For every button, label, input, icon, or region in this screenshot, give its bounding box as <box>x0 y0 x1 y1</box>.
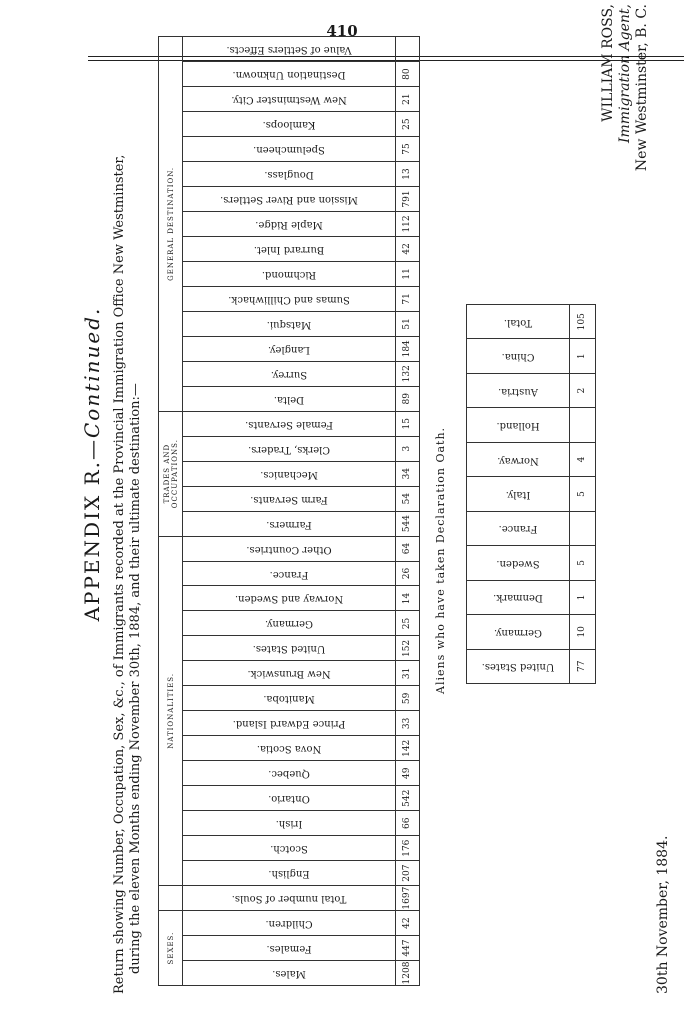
column-label: Destination Unknown. <box>232 69 346 81</box>
column-value: 25 <box>395 112 419 137</box>
column-label: Scotch. <box>270 843 308 855</box>
column-value: 34 <box>395 461 419 486</box>
column-label: New Brunswick. <box>247 668 331 680</box>
column-header <box>183 736 395 761</box>
column-value: 21 <box>395 87 419 112</box>
aliens-column-header <box>467 580 570 614</box>
group-nationalities: NATIONALITIES. <box>159 536 183 886</box>
column-header <box>183 936 395 961</box>
column-value: 42 <box>395 911 419 936</box>
column-header <box>183 911 395 936</box>
column-value: 3 <box>395 436 419 461</box>
column-value <box>395 37 419 62</box>
column-value: 33 <box>395 711 419 736</box>
appendix-continued: Continued. <box>80 306 104 439</box>
column-label: Langley. <box>267 343 311 355</box>
aliens-column-value: 1 <box>569 339 595 373</box>
aliens-column-header <box>467 615 570 649</box>
column-value: 13 <box>395 162 419 187</box>
aliens-column-label: United States. <box>481 661 555 673</box>
column-value: 207 <box>395 861 419 886</box>
column-label: Maple Ridge. <box>255 218 323 230</box>
column-label: Douglass. <box>264 169 314 181</box>
column-label: Ontario. <box>268 793 310 805</box>
aliens-column-label: Germany. <box>493 626 543 638</box>
column-header <box>183 311 395 336</box>
aliens-column-label: China. <box>501 351 535 363</box>
aliens-value-row <box>569 305 595 684</box>
column-value: 42 <box>395 236 419 261</box>
aliens-header-row <box>467 305 570 684</box>
column-label: English. <box>268 868 310 880</box>
column-label: Female Servants. <box>244 418 333 430</box>
column-label: Manitoba. <box>263 693 315 705</box>
column-label: Children. <box>265 918 313 930</box>
column-header <box>183 386 395 411</box>
column-label: Kamloops. <box>262 119 316 131</box>
aliens-column-value: 1 <box>569 580 595 614</box>
column-header <box>183 87 395 112</box>
column-value: 184 <box>395 336 419 361</box>
column-value: 71 <box>395 286 419 311</box>
aliens-title: Aliens who have taken Declaration Oath. <box>434 426 447 694</box>
column-label: Mission and River Settlers. <box>220 193 358 205</box>
column-label: Sumas and Chilliwhack. <box>228 293 350 305</box>
aliens-column-value <box>569 408 595 442</box>
column-label: Delta. <box>273 393 305 405</box>
aliens-column-label: Holland. <box>496 420 540 432</box>
column-label: Mechanics. <box>260 468 318 480</box>
column-header <box>183 361 395 386</box>
column-label: Norway and Sweden. <box>234 593 344 605</box>
column-header <box>183 236 395 261</box>
column-value: 66 <box>395 811 419 836</box>
column-label: Richmond. <box>261 268 317 280</box>
aliens-column-label: Sweden. <box>496 557 540 569</box>
column-value: 64 <box>395 536 419 561</box>
aliens-column-header <box>467 339 570 373</box>
column-label: Matsqui. <box>266 318 312 330</box>
column-value: 31 <box>395 661 419 686</box>
column-value: 49 <box>395 761 419 786</box>
column-value: 544 <box>395 511 419 536</box>
aliens-column-header <box>467 442 570 476</box>
column-value-row <box>395 37 419 986</box>
column-header <box>183 861 395 886</box>
column-value: 75 <box>395 137 419 162</box>
aliens-column-label: France. <box>498 523 538 535</box>
group-trades: TRADES AND OCCUPATIONS. <box>159 411 183 536</box>
column-header <box>183 411 395 436</box>
column-header <box>183 661 395 686</box>
column-label: United States. <box>252 643 326 655</box>
column-header <box>183 187 395 212</box>
column-header <box>183 686 395 711</box>
aliens-column-value: 105 <box>569 305 595 339</box>
column-label: Germany. <box>264 618 314 630</box>
group-header-row <box>159 37 183 986</box>
column-header <box>183 436 395 461</box>
column-value: 15 <box>395 411 419 436</box>
aliens-column-value: 4 <box>569 442 595 476</box>
appendix-label: APPENDIX R.— <box>80 438 104 622</box>
immigration-return-table <box>158 36 420 986</box>
column-header <box>183 611 395 636</box>
column-value: 26 <box>395 561 419 586</box>
signature-block <box>600 4 651 384</box>
column-header <box>183 137 395 162</box>
column-header <box>183 536 395 561</box>
column-header <box>183 211 395 236</box>
column-header <box>183 162 395 187</box>
column-header <box>183 586 395 611</box>
aliens-column-header <box>467 546 570 580</box>
return-description <box>112 94 144 994</box>
column-header <box>183 836 395 861</box>
column-label: Nova Scotia. <box>256 743 322 755</box>
column-label: Irish. <box>275 818 303 830</box>
column-label: Surrey. <box>270 368 308 380</box>
column-value: 142 <box>395 736 419 761</box>
column-header <box>183 786 395 811</box>
column-value: 1697 <box>395 886 419 911</box>
column-header <box>183 336 395 361</box>
column-header <box>183 486 395 511</box>
column-header <box>183 886 395 911</box>
column-label: Males. <box>272 968 306 980</box>
aliens-column-header <box>467 511 570 545</box>
column-value: 59 <box>395 686 419 711</box>
column-header <box>183 286 395 311</box>
column-value: 25 <box>395 611 419 636</box>
aliens-column-header <box>467 649 570 683</box>
column-value: 542 <box>395 786 419 811</box>
column-header <box>183 261 395 286</box>
return-line-1: Return showing Number, Occupation, Sex, &c., of Immigrants recorded at the Provincial Immigration Office New Westminster, <box>112 154 127 994</box>
group-sexes: SEXES. <box>159 911 183 986</box>
aliens-column-label: Denmark. <box>493 592 543 604</box>
column-value: 14 <box>395 586 419 611</box>
aliens-column-value: 5 <box>569 477 595 511</box>
column-label: Total number of Souls. <box>231 893 347 905</box>
column-label: Farmers. <box>266 518 312 530</box>
aliens-column-label: Total. <box>503 316 533 328</box>
column-label: France. <box>269 568 309 580</box>
column-value: 54 <box>395 486 419 511</box>
aliens-column-value <box>569 511 595 545</box>
appendix-title <box>80 204 104 724</box>
column-value: 791 <box>395 187 419 212</box>
page-number: 410 <box>326 22 358 40</box>
column-value: 80 <box>395 62 419 87</box>
column-header <box>183 511 395 536</box>
column-value: 89 <box>395 386 419 411</box>
aliens-column-header <box>467 477 570 511</box>
aliens-column-header <box>467 373 570 407</box>
column-header <box>183 811 395 836</box>
aliens-column-label: Austria. <box>498 385 538 397</box>
column-value: 1208 <box>395 961 419 986</box>
aliens-column-header <box>467 305 570 339</box>
column-label: Prince Edward Island. <box>232 718 346 730</box>
column-header <box>183 636 395 661</box>
column-header <box>183 37 395 62</box>
column-label: New Westminster City. <box>231 94 347 106</box>
aliens-column-header <box>467 408 570 442</box>
column-header <box>183 461 395 486</box>
column-value: 152 <box>395 636 419 661</box>
column-label: Farm Servants. <box>250 493 328 505</box>
column-header <box>183 961 395 986</box>
column-value: 112 <box>395 211 419 236</box>
column-value: 51 <box>395 311 419 336</box>
aliens-column-label: Norway. <box>497 454 539 466</box>
column-label: Other Countries. <box>246 543 332 555</box>
column-label: Spelumcheen. <box>253 144 325 156</box>
group-destination: GENERAL DESTINATION. <box>159 37 183 412</box>
column-label: Clerks, Traders. <box>248 443 330 455</box>
column-value: 447 <box>395 936 419 961</box>
column-header <box>183 761 395 786</box>
aliens-column-value: 5 <box>569 546 595 580</box>
signature-place: New Westminster, B. C. <box>634 4 650 172</box>
document-date: 30th November, 1884. <box>655 835 671 994</box>
column-value: 176 <box>395 836 419 861</box>
column-header <box>183 112 395 137</box>
return-line-2: during the eleven Months ending November 30th, 1884, and their ultimate destination:— <box>128 383 143 974</box>
column-header <box>183 62 395 87</box>
signature-title: Immigration Agent, <box>617 4 633 144</box>
column-header <box>183 561 395 586</box>
column-label: Burrard Inlet. <box>253 243 325 255</box>
column-label: Quebec. <box>268 768 310 780</box>
column-label: Value of Settlers Effects. <box>226 44 352 56</box>
column-header-row <box>183 37 395 986</box>
column-header <box>183 711 395 736</box>
group-blank <box>159 886 183 911</box>
aliens-table <box>466 304 596 684</box>
aliens-column-value: 10 <box>569 615 595 649</box>
aliens-column-label: Italy. <box>505 489 531 501</box>
aliens-column-value: 2 <box>569 373 595 407</box>
signature-name: WILLIAM ROSS, <box>600 4 616 122</box>
column-value: 132 <box>395 361 419 386</box>
aliens-column-value: 77 <box>569 649 595 683</box>
column-label: Females. <box>266 943 312 955</box>
column-value: 11 <box>395 261 419 286</box>
